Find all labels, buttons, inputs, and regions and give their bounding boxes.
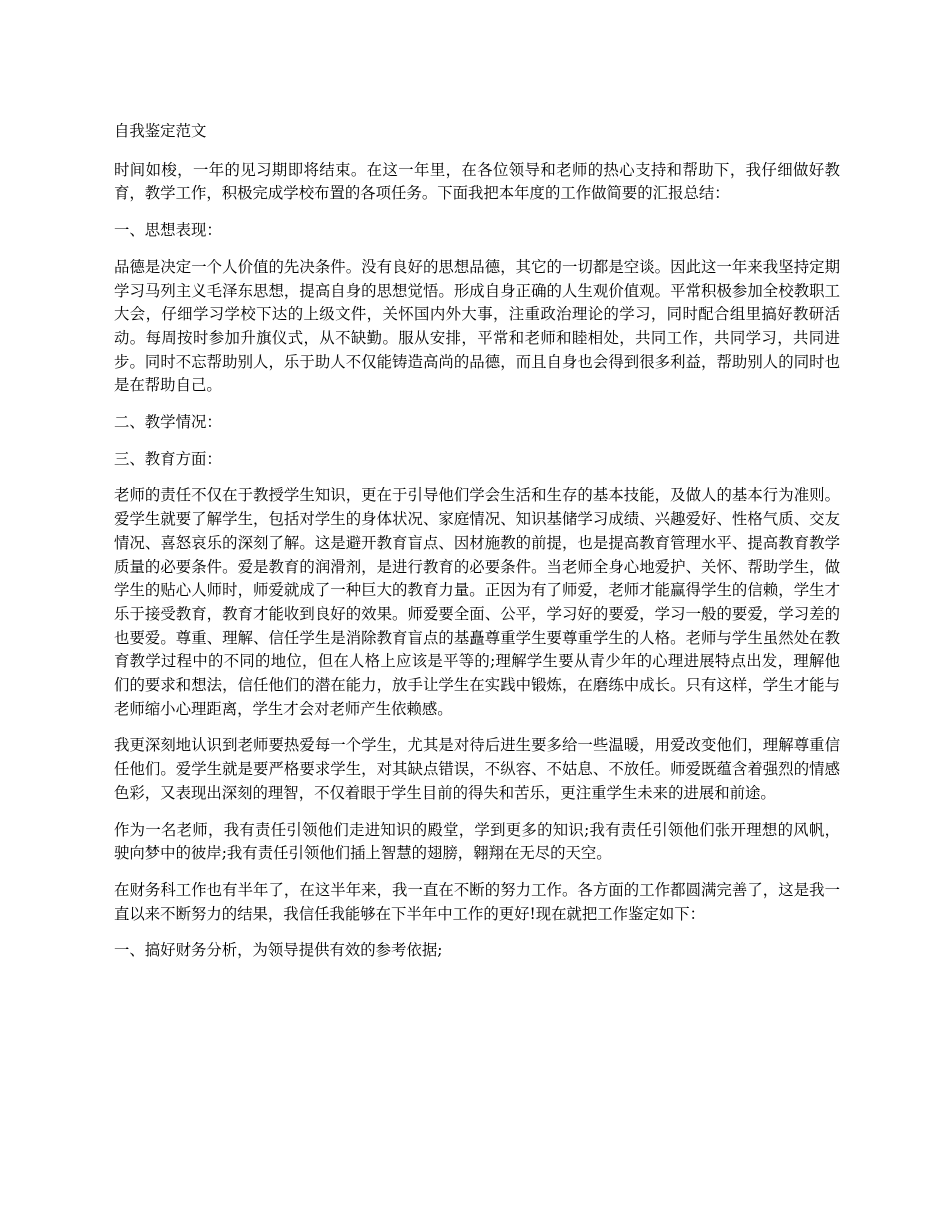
section-heading-teaching: 二、教学情况： [114, 413, 222, 432]
document-title: 自我鉴定范文 [114, 122, 207, 140]
paragraph-love-students: 我更深刻地认识到老师要热爱每一个学生，尤其是对待后进生要多给一些温暖，用爱改变他们，理解尊重信任他们。爱学生就是要严格要求学生，对其缺点错误，不纵容、不姑息、不放任。师爱既蕴含着强烈的情感色彩，又表现出深刻的理智，不仅着眼于学生目前的得失和苦乐，更注重学生未来的进展和前途。 [114, 736, 840, 802]
paragraph-intro: 时间如梭，一年的见习期即将结束。在这一年里，在各位领导和老师的热心支持和帮助下，我仔细做好教育，教学工作，积极完成学校布置的各项任务。下面我把本年度的工作做简要的汇报总结： [114, 160, 840, 203]
section-heading-thought: 一、思想表现： [114, 221, 222, 240]
paragraph-education: 老师的责任不仅在于教授学生知识，更在于引导他们学会生活和生存的基本技能，及做人的基本行为准则。爱学生就要了解学生，包括对学生的身体状况、家庭情况、知识基储学习成绩、兴趣爱好、性格气质、交友情况、喜怒哀乐的深刻了解。这是避开教育盲点、因材施教的前提，也是提高教育管理水平、提高教育教学质量的必要条件。爱是教育的润滑剂，是进行教育的必要条件。当老师全身心地爱护、关怀、帮助学生，做学生的贴心人师时，师爱就成了一种巨大的教育力量。正因为有了师爱，老师才能赢得学生的信赖，学生才乐于接受教育，教育才能收到良好的效果。师爱要全面、公平，学习好的要爱，学习一般的要爱，学习差的也要爱。尊重、理解、信任学生是消除教育盲点的基矗尊重学生要尊重学生的人格。老师与学生虽然处在教育教学过程中的不同的地位，但在人格上应该是平等的;理解学生要从青少年的心理进展特点出发，理解他们的要求和想法，信任他们的潜在能力，放手让学生在实践中锻炼，在磨练中成长。只有这样，学生才能与老师缩小心理距离，学生才会对老师产生依赖感。 [114, 486, 840, 718]
paragraph-finance-intro: 在财务科工作也有半年了，在这半年来，我一直在不断的努力工作。各方面的工作都圆满完善了，这是我一直以来不断努力的结果，我信任我能够在下半年中工作的更好!现在就把工作鉴定如下： [114, 880, 840, 923]
section-heading-education: 三、教育方面： [114, 449, 222, 468]
paragraph-thought: 品德是决定一个人价值的先决条件。没有良好的思想品德，其它的一切都是空谈。因此这一年来我坚持定期学习马列主义毛泽东思想，提高自身的思想觉悟。形成自身正确的人生观价值观。平常积极参加全校教职工大会，仔细学习学校下达的上级文件，关怀国内外大事，注重政治理论的学习，同时配合组里搞好教研活动。每周按时参加升旗仪式，从不缺勤。服从安排，平常和老师和睦相处，共同工作，共同学习，共同进步。同时不忘帮助别人，乐于助人不仅能铸造高尚的品德，而且自身也会得到很多利益，帮助别人的同时也是在帮助自己。 [114, 257, 840, 395]
document-body [114, 120, 840, 976]
section-heading-finance-analysis: 一、搞好财务分析，为领导提供有效的参考依据; [114, 941, 443, 960]
paragraph-responsibility: 作为一名老师，我有责任引领他们走进知识的殿堂，学到更多的知识;我有责任引领他们张开理想的风帆，驶向梦中的彼岸;我有责任引领他们插上智慧的翅膀，翱翔在无尽的天空。 [114, 820, 840, 863]
